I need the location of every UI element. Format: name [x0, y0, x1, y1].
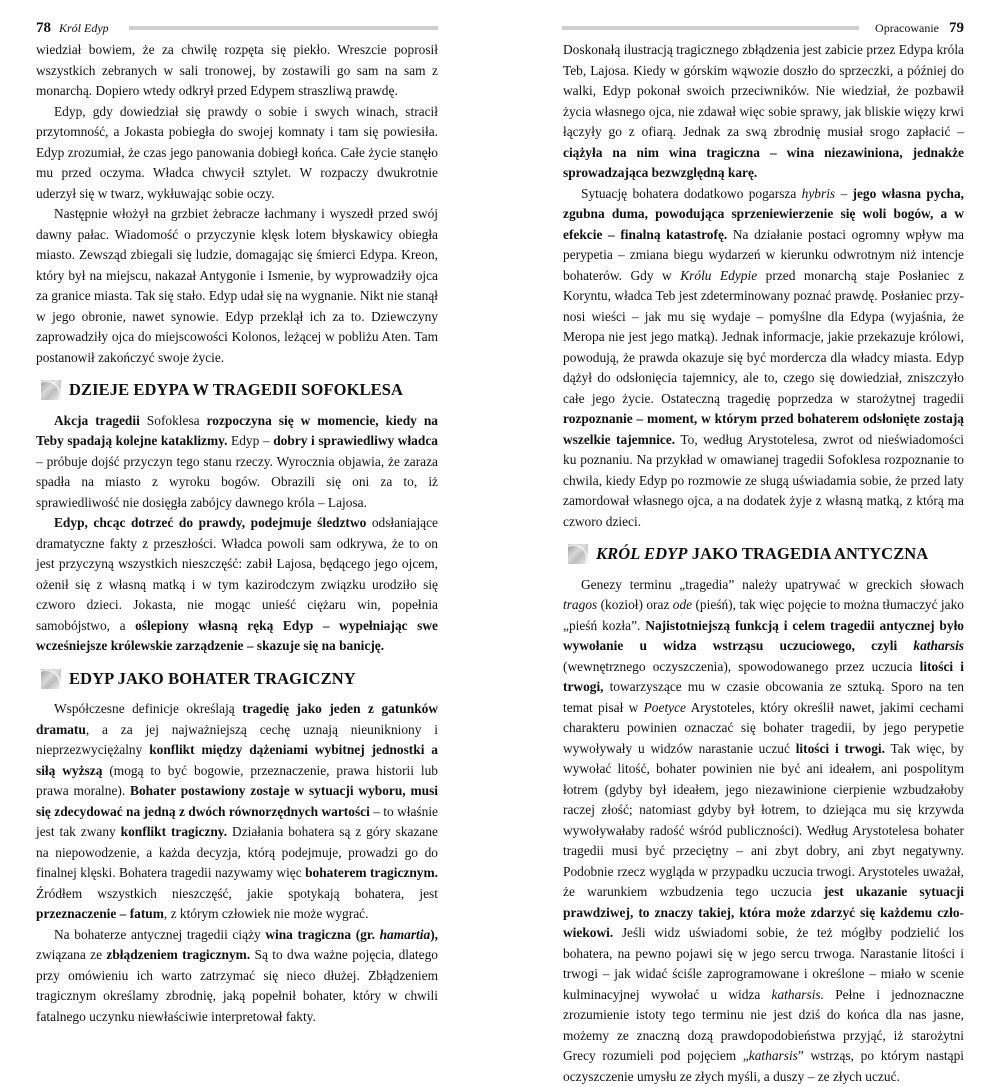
running-head-right [562, 19, 964, 37]
running-title: Opracowanie [875, 21, 939, 36]
running-title: Król Edyp [59, 21, 109, 36]
paragraph: Edyp, chcąc dotrzeć do prawdy, podejmuje śledztwo odsłaniające dramatyczne fakty z przeszłości. Władca powoli sam odkrywa, że to on jest przyczyną wszystkich nieszczęść: zabił Lajosa, będącego jego ojcem, ożenił się z własną matką i w tym kazirodczym związku urodziło się czworo dzieci. Jokasta, nie mogąc unieść ciężaru win, popełnia samobójstwo, a oślepiony własną ręką Edyp – wypełniając swe wcześniejsze królewskie zarządzenie – skazuje się na banicję. [36, 513, 438, 657]
right-page [500, 0, 1000, 712]
section-heading-text: DZIEJE EDYPA W TRAGEDII SOFOKLESA [69, 380, 403, 401]
section-marker-icon [41, 380, 61, 400]
paragraph: Edyp, gdy dowiedział się prawdy o sobie i swych winach, stracił przytomność, a Jokasta pobiegła do swojej komnaty i tam się powiesiła. Edyp zrozumiał, że czas jego panowania dobiegł końca. Całe życie stanęło mu przed oczyma. Władca chwycił sztylet. W rozpaczy dwukrotnie uderzył się w twarz, wykłuwając sobie oczy. [36, 102, 438, 205]
section-marker-icon [41, 669, 61, 689]
right-page-body [563, 40, 964, 1087]
section-marker-icon [568, 544, 588, 564]
paragraph: Sytuację bohatera dodatkowo pogarsza hybris – jego własna pycha, zgubna duma, powodująca sprzeniewierzenie się woli bogów, a w efekcie – finalną katastrofę. Na działanie postaci ogromny wpływ ma perypetia – zmiana biegu wydarzeń w kierunku odwrotnym niż intencje bohaterów. Gdy w Królu Edypie przed monarchą staje Posłaniec z Koryntu, władca Teb jest zdeterminowany poznać prawdę. Posłaniec przynosi wieści – jak mu się wydaje – pomyślne dla Edypa (wyjaśnia, że Meropa nie jest jego matką). Jednak informacje, jakie przekazuje królowi, powodują, że prawda okazuje się być mordercza dla władcy miasta. Edyp dążył do odsłonięcia tajemnicy, ale to, czego się dowiedział, zniszczyło całe jego życie. Ostateczną tragedię poprzedza w starożytnej tragedii rozpoznanie – moment, w którym przed bohaterem odsłonięte zostają wszelkie tajemnice. To, według Arystotelesa, zwrot od nieświadomości ku poznaniu. Na przykład w omawianej tragedii Sofoklesa rozpoznanie to chwila, kiedy Edyp po rozmowie ze sługą uświadamia sobie, że przed laty zamordował własnego ojca, a na dodatek żyje z własną matką, z którą ma czworo dzieci. [563, 184, 964, 533]
page-number: 78 [36, 20, 51, 37]
page-number: 79 [949, 20, 964, 37]
left-page-body [36, 40, 438, 1027]
paragraph: wiedział bowiem, że za chwilę rozpęta się piekło. Wreszcie poprosił wszystkich zebranych w sali tronowej, by zostawili go sam na sam z monarchą. Dopiero wtedy odkrył przed Edypem straszliwą prawdę. [36, 40, 438, 102]
section-heading-text: KRÓL EDYP JAKO TRAGEDIA ANTYCZNA [596, 544, 928, 565]
left-page [0, 0, 500, 712]
section-heading [563, 544, 964, 565]
paragraph: Akcja tragedii Sofoklesa rozpoczyna się w momencie, kiedy na Teby spadają kolejne kataklizmy. Edyp – dobry i sprawiedliwy władca – próbuje dojść przyczyn tego stanu rzeczy. Wyrocznia objawia, że zaraza spadła na miasto z wyroku bogów. Obrazili się oni za to, iż sprawiedliwość nie dosięgła zabójcy dawnego króla – Lajosa. [36, 411, 438, 514]
paragraph: Następnie włożył na grzbiet żebracze łachmany i wyszedł przed swój dawny pałac. Wiadomość o przyczynie klęsk lotem błyskawicy obiegła miasto. Zewsząd zbiegali się ludzie, domagając się śmierci Edypa. Kreon, który był na miejscu, nakazał Antygonie i Ismenie, by wyprowadziły ojca za granice miasta. Tak się stało. Edyp udał się na wygnanie. Nikt nie stanął w jego obronie, nawet synowie. Edyp przeklął ich za to. Dziewczyny zaprowadziły ojca do miejscowości Kolonos, leżącej w pobliżu Aten. Tam postanowił zakończyć swoje życie. [36, 204, 438, 368]
header-rule [562, 26, 859, 30]
running-head-left [36, 19, 438, 37]
section-heading-text: EDYP JAKO BOHATER TRAGICZNY [69, 669, 356, 690]
paragraph: Doskonałą ilustracją tragicznego zbłądzenia jest zabicie przez Edypa króla Teb, Lajosa. Kiedy w górskim wąwozie doszło do sprzeczki, a później do walki, Edyp pokonał swoich przeciwników. Nie wiedział, że pozbawił życia własnego ojca, nie zdawał więc sobie sprawy, jak bliskie więzy krwi łączyły go z ofiarą. Jednak za swą zbrodnię musiał srogo zapłacić – ciążyła na nim wina tragiczna – wina niezawiniona, jednakże sprowadzająca bezwzględną karę. [563, 40, 964, 184]
paragraph: Na bohaterze antycznej tragedii ciąży wina tragiczna (gr. hamartia), związana ze zbłądzeniem tragicznym. Są to dwa ważne pojęcia, dlatego przy omówieniu ich warto zatrzymać się nieco dłużej. Zbłądzeniem tragicznym określamy zbrodnię, jaką popełnił bohater, który w chwili fatalnego uczynku niewłaściwie interpretował fakty. [36, 925, 438, 1028]
paragraph: Współczesne definicje określają tragedię jako jeden z gatunków dramatu, a za jej najważniejszą cechę uznają nieunikniony i nieprzezwyciężalny konflikt między dążeniami wybitnej jednostki a siłą wyższą (mogą to być bogowie, przeznaczenie, prawa historii lub prawa moralne). Bohater postawiony zostaje w sytuacji wyboru, musi się zdecydować na jedną z dwóch równorzędnych wartości – to właśnie jest tak zwany konflikt tragiczny. Działania bohatera są z góry skazane na niepowodzenie, a każda decyzja, którą podejmuje, prowadzi go do finalnej klęski. Bohatera tragedii nazywamy więc bohaterem tragicznym. Źródłem wszystkich nieszczęść, jakie spotykają bohatera, jest przeznaczenie – fatum, z którym człowiek nie może wygrać. [36, 699, 438, 925]
section-heading [36, 380, 438, 401]
header-rule [129, 26, 438, 30]
section-heading [36, 669, 438, 690]
paragraph: Genezy terminu „tragedia” należy upatrywać w greckich słowach tragos (kozioł) oraz ode (pieśń), tak więc pojęcie to można tłumaczyć jako „pieśń kozła”. Najistotniejszą funkcją i celem tragedii antycznej było wywołanie u widza wstrząsu uczuciowego, czyli katharsis (wewnętrznego oczyszczenia), spowodowanego przez uczucia litości i trwogi, towarzyszące mu w czasie obcowania ze sztuką. Sporo na ten temat pisał w Poetyce Arystoteles, który określił nawet, jakimi cechami charakteru powinien oznaczać się bohater tragedii, by jego perypetie wywoływały u widzów narastanie uczuć litości i trwogi. Tak więc, by wywołać litość, bohater powinien nie być ani ideałem, ani pospolitym łotrem (gdyby był ideałem, jego niezawinione cierpienie wzbudzałoby raczej złość; natomiast gdyby był łotrem, to dziejąca mu się krzywda wywoływałaby radość wśród publiczności). Według Arystotelesa bohater tragedii musi być przeciętny – ani zbyt dobry, ani zbyt negatywny. Podobnie rzecz wygląda w przypadku uczucia trwogi. Arystoteles uważał, że warunkiem wzbudzenia tego uczucia jest ukazanie sytuacji prawdziwej, to znaczy takiej, która może zdarzyć się każdemu człowiekowi. Jeśli widz uświadomi sobie, że też mógłby podzielić los bohatera, na pewno pojawi się w jego sercu trwoga. Narastanie litości i trwogi – jak widać ściśle zaprogramowane i określone – miało w scenie kulminacyjnej wywołać u widza katharsis. Pełne i jednoznaczne zrozumienie istoty tego terminu nie jest dziś do końca dla nas jasne, możemy ze znaczną dozą prawdopodobieństwa przyjąć, iż starożytni Grecy rozumieli pod pojęciem „katharsis” wstrząs, po którym nastąpi oczyszczenie umysłu ze złych myśli, a duszy – ze złych uczuć. [563, 575, 964, 1087]
